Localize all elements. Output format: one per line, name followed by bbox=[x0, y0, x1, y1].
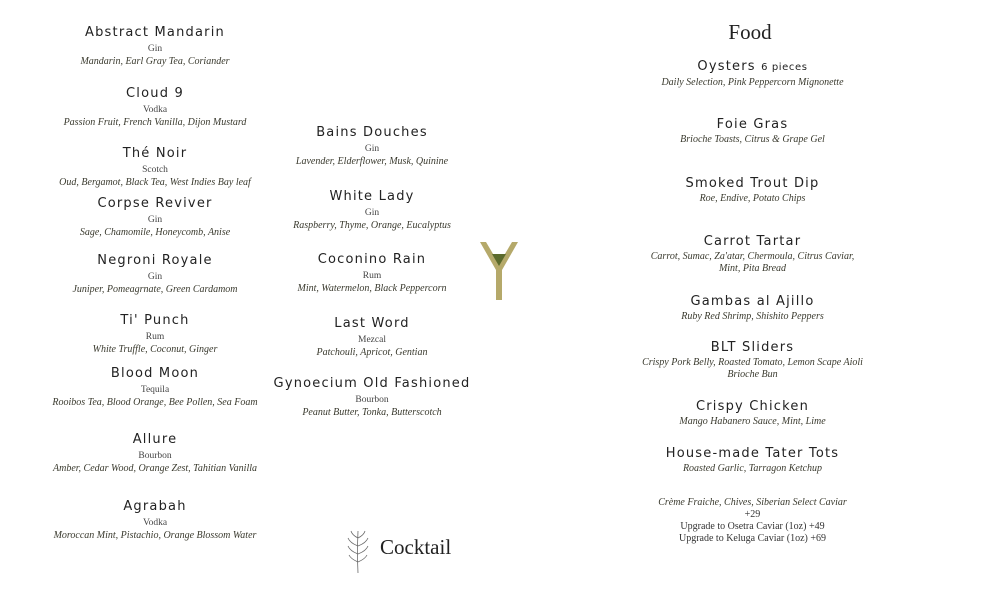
cocktail-item bbox=[35, 499, 275, 542]
cocktail-desc: Mint, Watermelon, Black Peppercorn bbox=[297, 283, 447, 294]
food-item bbox=[620, 176, 885, 205]
cocktail-item bbox=[35, 313, 275, 356]
cocktail-name: Corpse Reviver bbox=[97, 196, 213, 211]
cocktail-spirit: Scotch bbox=[142, 165, 168, 175]
food-item bbox=[620, 59, 885, 89]
cocktail-spirit: Gin bbox=[364, 144, 380, 154]
y-logo-icon bbox=[478, 240, 520, 302]
food-name: Smoked Trout Dip bbox=[685, 176, 820, 191]
food-item bbox=[620, 117, 885, 146]
cocktail-spirit: Gin bbox=[147, 44, 163, 54]
food-desc: Daily Selection, Pink Peppercorn Mignonette bbox=[661, 77, 844, 88]
cocktail-name: Allure bbox=[132, 432, 178, 447]
cocktail-section-title: Cocktail bbox=[380, 535, 452, 559]
food-name: Gambas al Ajillo bbox=[690, 294, 815, 309]
food-item bbox=[620, 234, 885, 275]
cocktail-name: Cloud 9 bbox=[126, 86, 184, 101]
cocktail-desc: Raspberry, Thyme, Orange, Eucalyptus bbox=[293, 220, 451, 231]
cocktail-name: White Lady bbox=[329, 189, 415, 204]
cocktail-spirit: Bourbon bbox=[138, 451, 172, 461]
cocktail-desc: Patchouli, Apricot, Gentian bbox=[316, 347, 428, 358]
cocktail-desc: Moroccan Mint, Pistachio, Orange Blossom Water bbox=[53, 530, 257, 541]
caviar-block bbox=[620, 496, 885, 545]
cocktail-name: Bains Douches bbox=[316, 125, 428, 140]
food-section-title: Food bbox=[728, 20, 772, 44]
cocktail-desc: White Truffle, Coconut, Ginger bbox=[92, 344, 218, 355]
food-desc-line2: Brioche Bun bbox=[727, 369, 778, 380]
food-item bbox=[620, 340, 885, 381]
cocktail-desc: Oud, Bergamot, Black Tea, West Indies Bay leaf bbox=[59, 177, 251, 188]
caviar-upgrade-osetra: Upgrade to Osetra Caviar (1oz) +49 bbox=[680, 521, 825, 532]
cocktail-item bbox=[35, 366, 275, 409]
cocktail-name: Abstract Mandarin bbox=[85, 25, 225, 40]
cocktail-name: Coconino Rain bbox=[317, 252, 427, 267]
caviar-desc: Crème Fraiche, Chives, Siberian Select Caviar bbox=[658, 497, 847, 508]
food-name: House-made Tater Tots bbox=[665, 446, 840, 461]
cocktail-spirit: Gin bbox=[147, 215, 163, 225]
food-note: 6 pieces bbox=[761, 62, 808, 73]
cocktail-spirit: Vodka bbox=[142, 105, 168, 115]
cocktail-item bbox=[35, 86, 275, 129]
cocktail-item bbox=[35, 196, 275, 239]
food-name: Carrot Tartar bbox=[703, 234, 802, 249]
cocktail-spirit: Rum bbox=[362, 271, 382, 281]
food-name: BLT Sliders bbox=[710, 340, 795, 355]
cocktail-desc: Passion Fruit, French Vanilla, Dijon Mustard bbox=[63, 117, 247, 128]
cocktail-item bbox=[35, 146, 275, 189]
cocktail-item bbox=[35, 253, 275, 296]
food-desc: Crispy Pork Belly, Roasted Tomato, Lemon Scape Aioli bbox=[642, 357, 863, 368]
cocktail-spirit: Gin bbox=[364, 208, 380, 218]
cocktail-name: Blood Moon bbox=[110, 366, 200, 381]
cocktail-name: Agrabah bbox=[123, 499, 187, 514]
cocktail-name: Gynoecium Old Fashioned bbox=[273, 376, 471, 391]
cocktail-item bbox=[272, 125, 472, 168]
cocktail-item bbox=[35, 432, 275, 475]
cocktail-item bbox=[272, 189, 472, 232]
cocktail-name: Last Word bbox=[334, 316, 410, 331]
food-item bbox=[620, 294, 885, 323]
cocktail-item bbox=[35, 25, 275, 68]
cocktail-name: Negroni Royale bbox=[97, 253, 213, 268]
food-desc: Ruby Red Shrimp, Shishito Peppers bbox=[681, 311, 824, 322]
cocktail-name: Ti' Punch bbox=[120, 313, 190, 328]
cocktail-spirit: Gin bbox=[147, 272, 163, 282]
food-desc: Brioche Toasts, Citrus & Grape Gel bbox=[680, 134, 825, 145]
food-item bbox=[620, 446, 885, 475]
cocktail-desc: Peanut Butter, Tonka, Butterscotch bbox=[302, 407, 442, 418]
cocktail-item bbox=[272, 252, 472, 295]
cocktail-spirit: Rum bbox=[145, 332, 165, 342]
caviar-price: +29 bbox=[744, 509, 761, 520]
cocktail-item bbox=[272, 316, 472, 359]
food-name: Crispy Chicken bbox=[695, 399, 810, 414]
cocktail-desc: Lavender, Elderflower, Musk, Quinine bbox=[295, 156, 449, 167]
cocktail-spirit: Vodka bbox=[142, 518, 168, 528]
food-name: Oysters bbox=[697, 59, 756, 74]
food-item bbox=[620, 399, 885, 428]
food-desc: Roasted Garlic, Tarragon Ketchup bbox=[682, 463, 823, 474]
cocktail-desc: Mandarin, Earl Gray Tea, Coriander bbox=[80, 56, 230, 67]
food-desc: Roe, Endive, Potato Chips bbox=[699, 193, 806, 204]
sprig-icon bbox=[345, 528, 371, 574]
cocktail-spirit: Tequila bbox=[140, 385, 170, 395]
cocktail-desc: Sage, Chamomile, Honeycomb, Anise bbox=[79, 227, 231, 238]
cocktail-spirit: Mezcal bbox=[358, 335, 386, 345]
cocktail-spirit: Bourbon bbox=[355, 395, 389, 405]
cocktail-desc: Rooibos Tea, Blood Orange, Bee Pollen, Sea Foam bbox=[52, 397, 258, 408]
food-desc-line2: Mint, Pita Bread bbox=[718, 263, 787, 274]
cocktail-name: Thé Noir bbox=[122, 146, 188, 161]
cocktail-desc: Amber, Cedar Wood, Orange Zest, Tahitian Vanilla bbox=[53, 463, 257, 474]
caviar-upgrade-keluga: Upgrade to Keluga Caviar (1oz) +69 bbox=[679, 533, 826, 544]
food-desc: Carrot, Sumac, Za'atar, Chermoula, Citrus Caviar, bbox=[650, 251, 855, 262]
cocktail-item bbox=[262, 376, 482, 419]
food-name: Foie Gras bbox=[716, 117, 789, 132]
cocktail-desc: Juniper, Pomeagrnate, Green Cardamom bbox=[72, 284, 238, 295]
food-desc: Mango Habanero Sauce, Mint, Lime bbox=[679, 416, 826, 427]
